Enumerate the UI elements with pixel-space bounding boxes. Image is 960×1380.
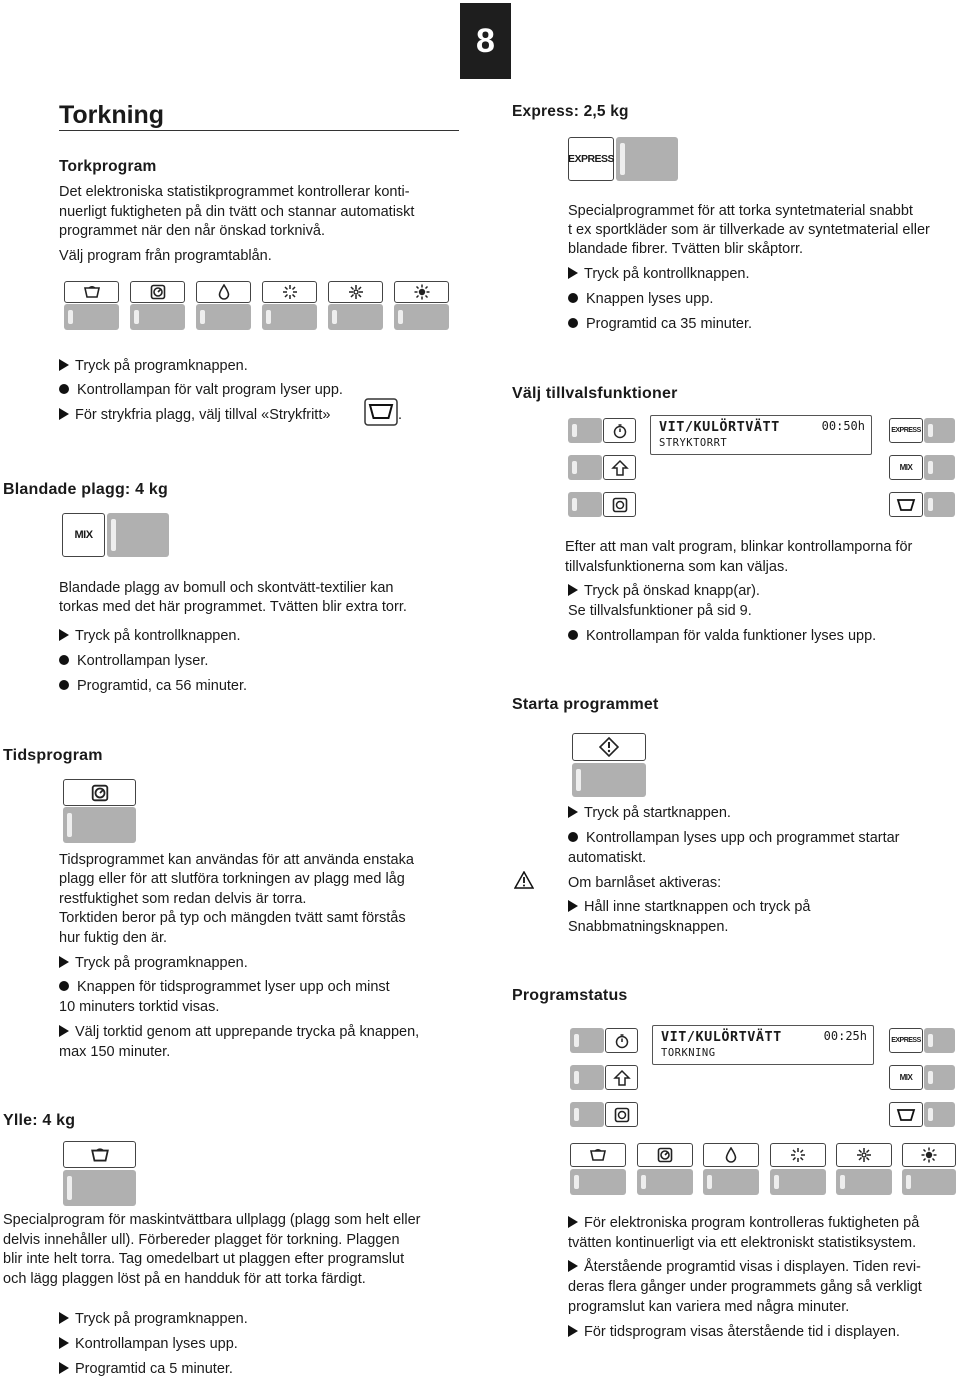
starta-heading: Starta programmet [512,696,659,713]
text-line: plagg eller för att slutföra torkningen av plagg med låg [59,871,405,887]
dot-bullet-icon [59,384,69,394]
option-lamp [568,418,602,443]
result-step: Programtid ca 35 minuter. [568,315,752,335]
mix-option-button[interactable] [889,455,923,480]
result-step: Kontrollampan för valda funktioner lyses upp. [568,627,876,647]
drop-icon [725,1147,737,1163]
program-lamp [196,304,251,330]
program-lamp [394,304,449,330]
program-lamp [637,1169,693,1195]
start-lamp [572,763,646,797]
mix-option-button[interactable] [889,1065,923,1090]
text-line: programmet när den når önskad torknivå. [59,223,325,239]
triangle-bullet-icon [59,629,69,641]
triangle-bullet-icon [568,1216,578,1228]
triangle-bullet-icon [568,267,578,279]
sun-large-icon [414,284,430,300]
dot-bullet-icon [59,981,69,991]
express-label: EXPRESS [567,153,615,165]
mix-lamp [107,513,169,557]
triangle-bullet-icon [59,408,69,420]
triangle-bullet-icon [568,584,578,596]
program-lamp [570,1169,626,1195]
mix-label: MIX [899,463,913,472]
strykfritt-button[interactable] [889,492,923,517]
tidsprogram-lamp [63,807,136,843]
text-line: Snabbmatningsknappen. [568,919,729,935]
program-lamp [902,1169,956,1195]
program-button-tid[interactable] [130,281,185,303]
sun-small-icon [282,284,298,300]
result-step: Kontrollampan lyses upp och programmet startar [568,829,900,849]
option-lamp [924,418,955,443]
text-line: automatiskt. [568,850,647,866]
text-line: Specialprogrammet för att torka syntetmaterial snabbt [568,203,913,219]
sun-medium-icon [348,284,364,300]
text-line: blandade fibrer. Tvätten blir skåptorr. [568,241,804,257]
tidsprogram-button[interactable] [63,779,136,806]
option-lamp [570,1102,604,1127]
torkprogram-heading: Torkprogram [59,158,157,175]
program-button-sun-1[interactable] [262,281,317,303]
display-program-status: STRYKTORRT [659,437,728,449]
mix-label: MIX [899,1073,913,1082]
triangle-bullet-icon [59,1025,69,1037]
timer-icon [614,1033,630,1049]
text-line: nuerligt fuktigheten på din tvätt och stannar automatiskt [59,204,415,220]
option-lamp [568,492,602,517]
instruction-step: Välj torktid genom att upprepande trycka på knappen, [59,1023,419,1043]
option-lamp [570,1065,604,1090]
triangle-bullet-icon [59,1362,69,1374]
text-line: Se tillvalsfunktioner på sid 9. [568,603,752,619]
ylle-heading: Ylle: 4 kg [3,1112,76,1129]
display-time: 00:50h [821,419,865,433]
result-step: Kontrollampan lyser. [59,652,208,672]
sun-small-icon [790,1147,806,1163]
option-lamp [924,1065,955,1090]
program-lamp [836,1169,892,1195]
program-button-sun-3[interactable] [394,281,449,303]
program-lamp [703,1169,759,1195]
sun-large-icon [921,1147,937,1163]
triangle-bullet-icon [568,900,578,912]
program-button-sun-2[interactable] [836,1143,892,1167]
page-number-box [460,3,511,79]
drop-icon [218,284,230,300]
instruction-step: För strykfria plagg, välj tillval «Strykfritt» [59,406,330,426]
dot-bullet-icon [568,293,578,303]
instruction-step: Håll inne startknappen och tryck på [568,898,811,918]
instruction-step: Tryck på programknappen. [59,1310,248,1330]
dot-bullet-icon [59,680,69,690]
program-button-drop[interactable] [703,1143,759,1167]
program-lamp [130,304,185,330]
text-line: 10 minuters torktid visas. [59,999,220,1015]
clock-icon [657,1147,673,1163]
express-lamp [616,137,678,181]
display-program-name: VIT/KULÖRTVÄTT [659,419,780,435]
text-line: Välj program från programtablån. [59,248,272,264]
text-line: Om barnlåset aktiveras: [568,875,722,891]
strykfritt-button[interactable] [889,1102,923,1127]
sun-medium-icon [856,1147,872,1163]
result-step: Programtid, ca 56 minuter. [59,677,247,697]
instruction-step: Tryck på önskad knapp(ar). [568,582,760,602]
triangle-bullet-icon [568,1260,578,1272]
option-lamp [568,455,602,480]
ylle-lamp [63,1170,136,1206]
triangle-bullet-icon [59,359,69,371]
start-button[interactable] [572,733,646,761]
text-line: delvis innehåller ull). Förbereder plagget för torkning. Plaggen [3,1232,400,1248]
option-lamp [570,1028,604,1053]
text-line: Torktiden beror på typ och mängden tvätt samt förstås [59,910,406,926]
lcd-display [652,1025,874,1065]
express-option-button[interactable] [889,418,923,443]
dot-bullet-icon [59,655,69,665]
clock-icon [150,284,166,300]
time-dry-button[interactable] [603,492,636,517]
instruction-step: Kontrollampan lyses upp. [59,1335,238,1355]
text-line: Specialprogram för maskintvättbara ullplagg (plagg som helt eller [3,1212,421,1228]
blandade-heading: Blandade plagg: 4 kg [3,481,168,498]
instruction-step: För tidsprogram visas återstående tid i displayen. [568,1323,900,1343]
clock-icon [614,1107,630,1123]
program-button-drop[interactable] [196,281,251,303]
program-button-ylle[interactable] [570,1143,626,1167]
strykfritt-icon [896,1108,916,1122]
wool-basin-icon [589,1147,607,1163]
text-line: och lägg plaggen löst på en handduk för att torka färdigt. [3,1271,366,1287]
text-line: hur fuktig den är. [59,930,168,946]
program-lamp [328,304,383,330]
program-lamp [64,304,119,330]
text-line: Blandade plagg av bomull och skontvätt-textilier kan [59,580,394,596]
mix-button[interactable] [62,513,105,557]
text-line: deras flera gånger under programmets gång så verkligt [568,1279,922,1295]
title-rule [59,130,459,131]
program-lamp [262,304,317,330]
instruction-step: Tryck på programknappen. [59,357,248,377]
display-program-name: VIT/KULÖRTVÄTT [661,1029,782,1045]
instruction-step: Tryck på startknappen. [568,804,731,824]
express-label: EXPRESS [891,1037,921,1044]
program-button-ylle[interactable] [64,281,119,303]
express-button[interactable] [568,137,614,181]
option-lamp [924,1102,955,1127]
option-lamp [924,492,955,517]
strykfritt-icon [364,398,398,426]
time-dry-button[interactable] [605,1102,638,1127]
shirt-arrow-icon [613,1069,631,1087]
clock-icon [91,784,109,802]
program-button-sun-3[interactable] [902,1143,956,1167]
tillval-heading: Välj tillvalsfunktioner [512,385,678,402]
tidsprogram-heading: Tidsprogram [3,747,103,764]
status-heading: Programstatus [512,987,628,1004]
clock-icon [612,497,628,513]
instruction-step: Återstående programtid visas i displayen. Tiden revi- [568,1258,921,1278]
triangle-bullet-icon [568,806,578,818]
program-lamp [770,1169,826,1195]
option-lamp [924,1028,955,1053]
text-line: Efter att man valt program, blinkar kontrollamporna för [565,539,913,555]
result-step: Kontrollampan för valt program lyser upp. [59,381,343,401]
timer-icon [612,423,628,439]
dot-bullet-icon [568,318,578,328]
text-line: tvätten kontinuerligt via ett elektroniskt statistiksystem. [568,1235,917,1251]
text-line: max 150 minuter. [59,1044,171,1060]
warning-icon [514,871,534,889]
triangle-bullet-icon [568,1325,578,1337]
text-line: torkas med det här programmet. Tvätten blir extra torr. [59,599,407,615]
dot-bullet-icon [568,832,578,842]
delay-start-button[interactable] [605,1028,638,1053]
express-heading: Express: 2,5 kg [512,103,629,120]
text-line: blir inte helt torra. Tag omedelbart ut plaggen efter programslut [3,1251,405,1267]
lcd-display [650,415,872,455]
page-number: 8 [476,21,495,60]
triangle-bullet-icon [59,1337,69,1349]
result-step: Knappen lyses upp. [568,290,713,310]
text-line: programslut kan variera med några minuter. [568,1299,850,1315]
gentle-button[interactable] [605,1065,638,1090]
text-line: Det elektroniska statistikprogrammet kontrollerar konti- [59,184,410,200]
result-step: Knappen för tidsprogrammet lyser upp och minst [59,978,390,998]
instruction-step: För elektroniska program kontrolleras fuktigheten på [568,1214,919,1234]
ylle-button[interactable] [63,1141,136,1168]
display-program-status: TORKNING [661,1047,716,1059]
page-title: Torkning [59,101,165,129]
express-option-button[interactable] [889,1028,923,1053]
text-period: . [398,407,403,423]
express-label: EXPRESS [891,427,921,434]
shirt-arrow-icon [611,459,629,477]
text-line: restfuktighet som redan delvis är torra. [59,891,307,907]
program-button-sun-2[interactable] [328,281,383,303]
wool-basin-icon [83,284,101,300]
option-lamp [924,455,955,480]
instruction-step: Tryck på kontrollknappen. [59,627,241,647]
instruction-step: Tryck på kontrollknappen. [568,265,750,285]
program-button-sun-1[interactable] [770,1143,826,1167]
display-time: 00:25h [823,1029,867,1043]
program-button-tid[interactable] [637,1143,693,1167]
dot-bullet-icon [568,630,578,640]
wool-basin-icon [90,1146,110,1164]
gentle-button[interactable] [603,455,636,480]
start-diamond-icon [599,737,619,757]
delay-start-button[interactable] [603,418,636,443]
text-line: tillvalsfunktionerna som kan väljas. [565,559,789,575]
instruction-step: Tryck på programknappen. [59,954,248,974]
triangle-bullet-icon [59,1312,69,1324]
strykfritt-icon [896,498,916,512]
text-line: Tidsprogrammet kan användas för att använda enstaka [59,852,414,868]
text-line: t ex sportkläder som är tillverkade av syntetmaterial eller [568,222,930,238]
mix-label: MIX [74,529,93,541]
triangle-bullet-icon [59,956,69,968]
instruction-step: Programtid ca 5 minuter. [59,1360,233,1380]
